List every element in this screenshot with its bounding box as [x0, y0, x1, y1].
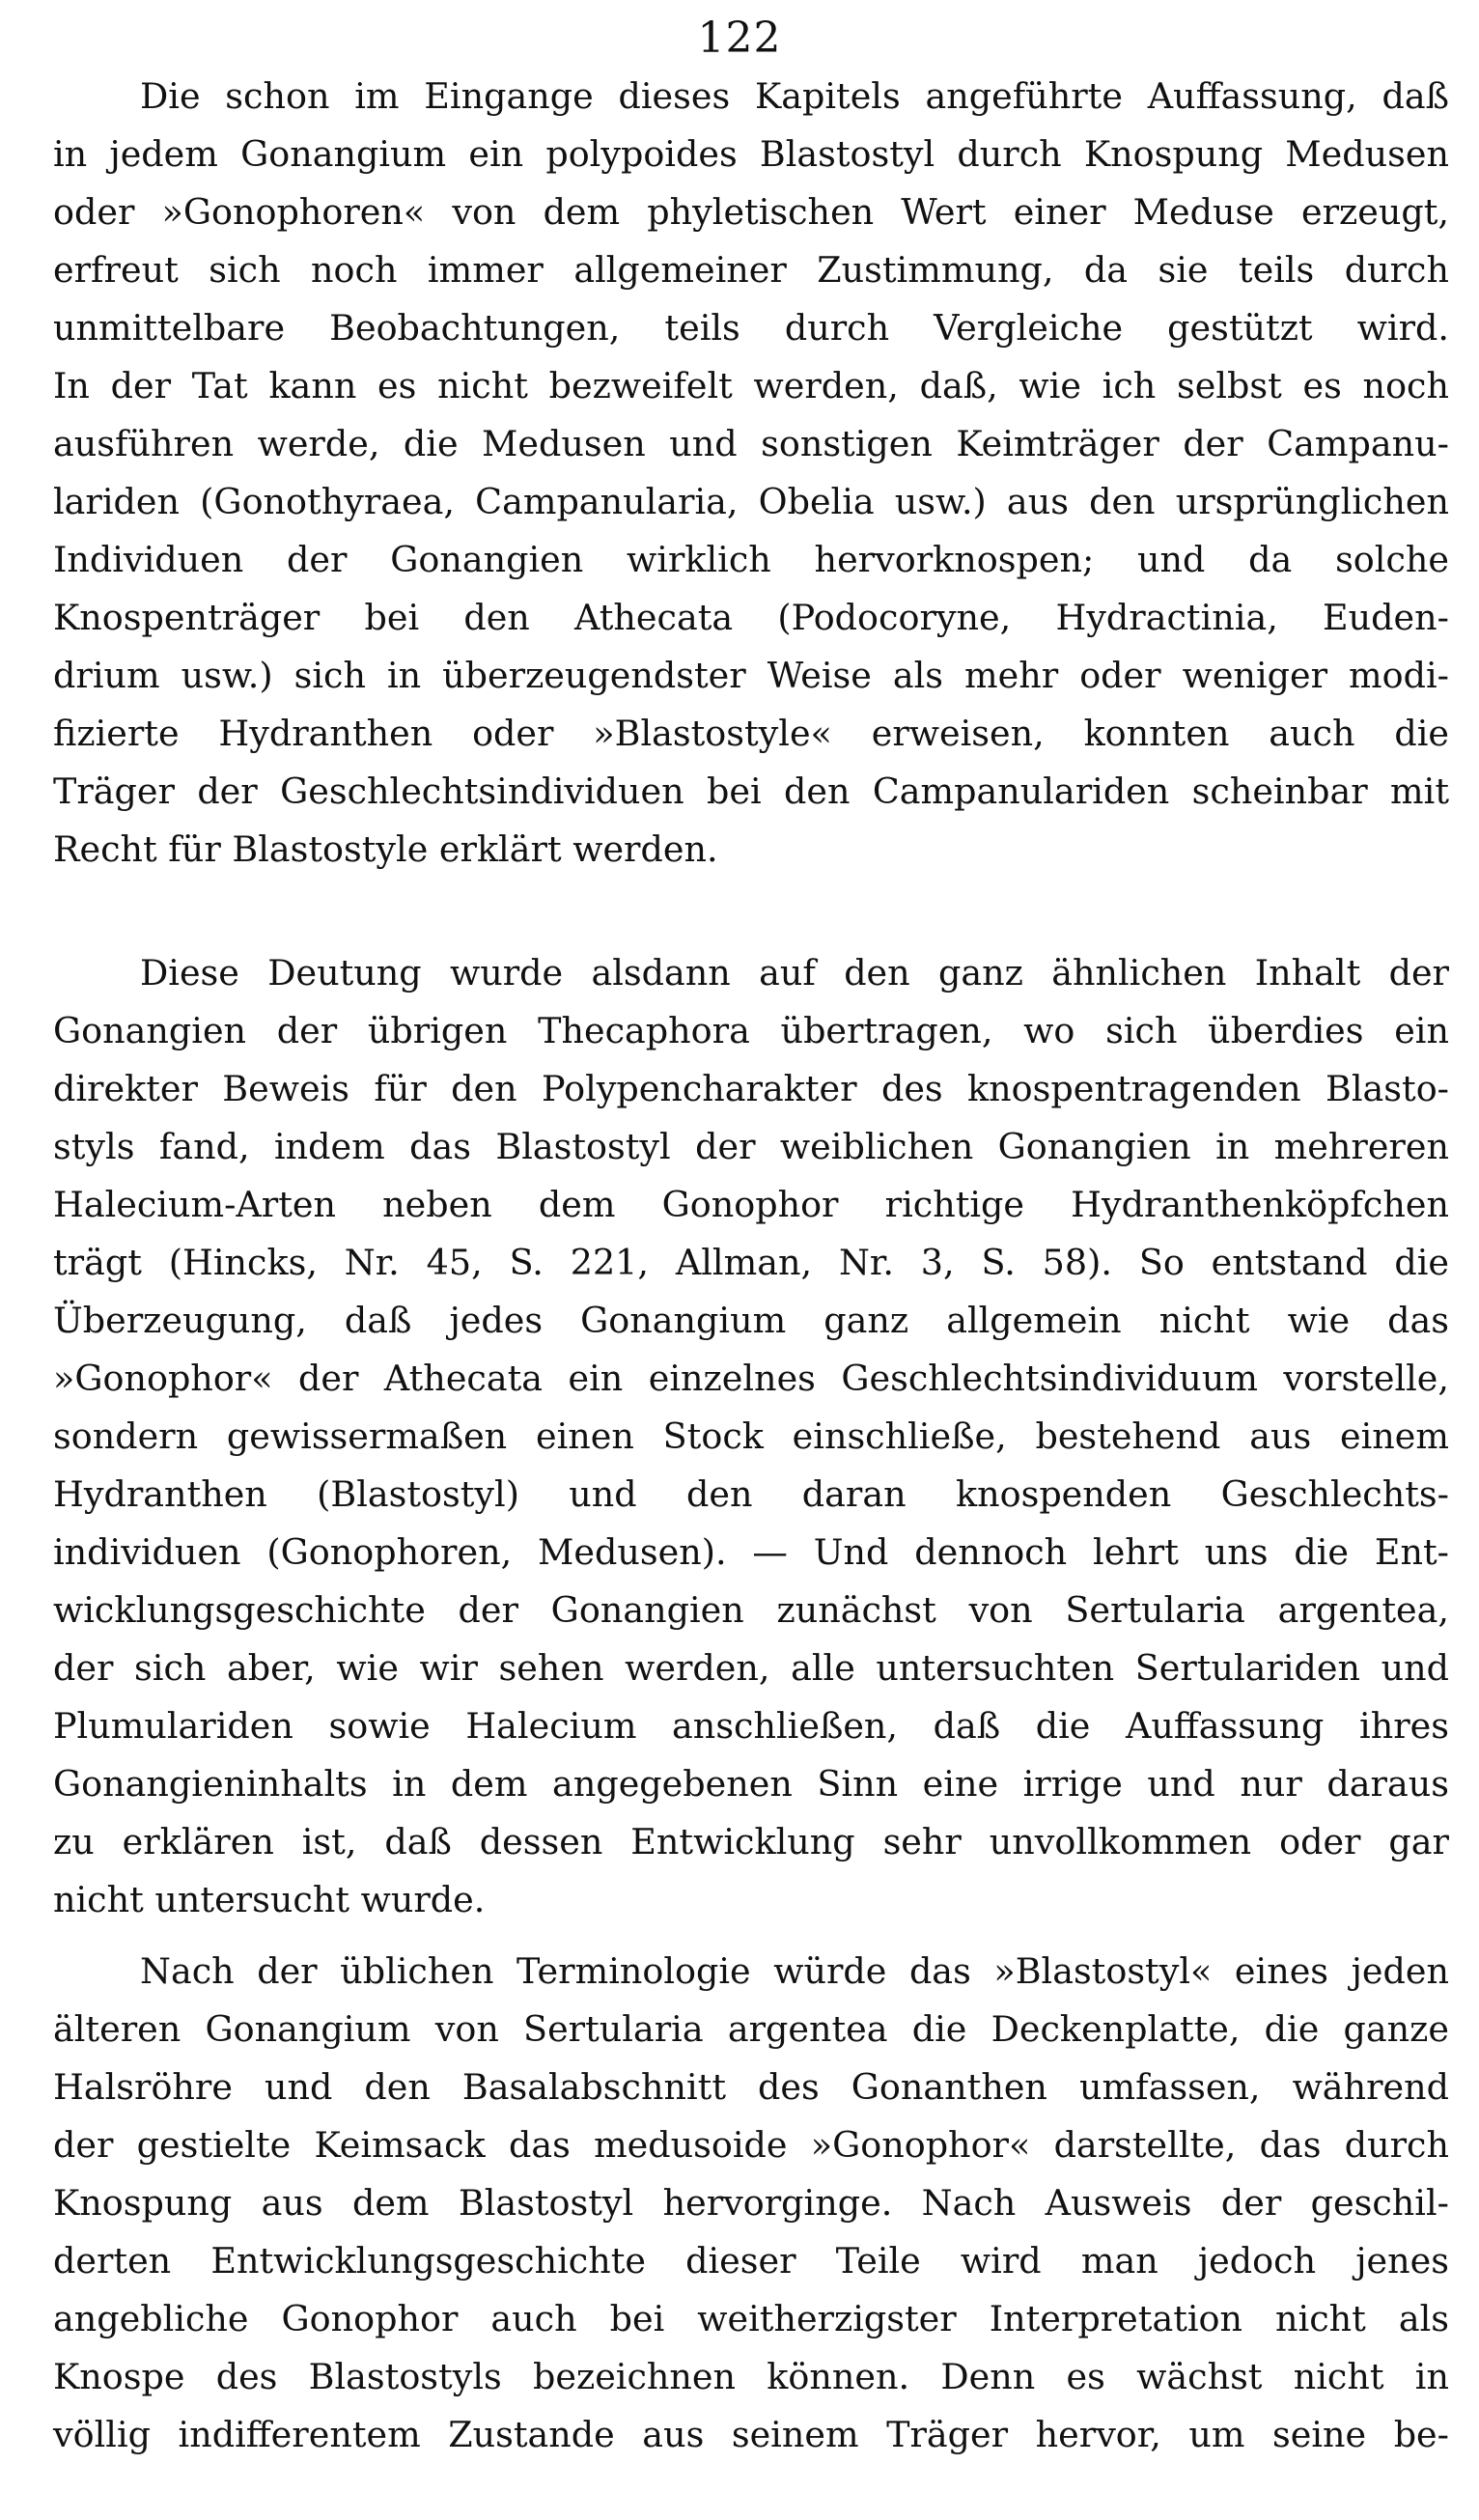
text-line: lariden (Gonothyraea, Campanularia, Obelia usw.) aus den ursprünglichen	[53, 481, 1449, 522]
text-line: Nach der üblichen Terminologie würde das »Blastostyl« eines jeden	[140, 1950, 1449, 1992]
text-line: wicklungsgeschichte der Gonangien zunächst von Sertularia argentea,	[53, 1589, 1449, 1631]
text-line: der gestielte Keimsack das medusoide »Gonophor« darstellte, das durch	[53, 2124, 1449, 2166]
text-line: Halecium-Arten neben dem Gonophor richtige Hydranthenköpfchen	[53, 1184, 1449, 1225]
text-line: Plumulariden sowie Halecium anschließen, daß die Auffassung ihres	[53, 1705, 1449, 1747]
text-line: älteren Gonangium von Sertularia argentea die Deckenplatte, die ganze	[53, 2008, 1449, 2050]
text-line: Knospenträger bei den Athecata (Podocoryne, Hydractinia, Euden-	[53, 597, 1449, 638]
text-line: ausführen werde, die Medusen und sonstigen Keimträger der Campanu-	[53, 423, 1449, 464]
text-line: fizierte Hydranthen oder »Blastostyle« erweisen, konnten auch die	[53, 713, 1449, 754]
page-number: 122	[697, 14, 782, 63]
text-line: Diese Deutung wurde alsdann auf den ganz ähnlichen Inhalt der	[140, 952, 1449, 994]
text-line: erfreut sich noch immer allgemeiner Zustimmung, da sie teils durch	[53, 249, 1449, 291]
text-line: sondern gewissermaßen einen Stock einschließe, bestehend aus einem	[53, 1415, 1449, 1457]
text-line: trägt (Hincks, Nr. 45, S. 221, Allman, Nr. 3, S. 58). So entstand die	[53, 1242, 1449, 1283]
text-line: oder »Gonophoren« von dem phyletischen Wert einer Meduse erzeugt,	[53, 191, 1449, 233]
text-line: »Gonophor« der Athecata ein einzelnes Geschlechtsindividuum vorstelle,	[53, 1358, 1449, 1399]
text-line: Hydranthen (Blastostyl) und den daran knospenden Geschlechts-	[53, 1473, 1449, 1515]
text-line: Individuen der Gonangien wirklich hervorknospen; und da solche	[53, 539, 1449, 580]
paragraph-3	[53, 1943, 1449, 2464]
text-line: zu erklären ist, daß dessen Entwicklung sehr unvollkommen oder gar	[53, 1821, 1449, 1862]
text-line: Überzeugung, daß jedes Gonangium ganz allgemein nicht wie das	[53, 1300, 1449, 1341]
text-line: In der Tat kann es nicht bezweifelt werden, daß, wie ich selbst es noch	[53, 365, 1449, 406]
text-line: nicht untersucht wurde.	[53, 1879, 486, 1920]
text-line: Recht für Blastostyle erklärt werden.	[53, 828, 718, 870]
text-line: unmittelbare Beobachtungen, teils durch Vergleiche gestützt wird.	[53, 307, 1449, 349]
text-line: Knospe des Blastostyls bezeichnen können. Denn es wächst nicht in	[53, 2356, 1449, 2397]
text-line: in jedem Gonangium ein polypoides Blastostyl durch Knospung Medusen	[53, 133, 1449, 175]
text-line: direkter Beweis für den Polypencharakter des knospentragenden Blasto-	[53, 1068, 1449, 1109]
text-line: styls fand, indem das Blastostyl der weiblichen Gonangien in mehreren	[53, 1126, 1449, 1167]
text-line: Knospung aus dem Blastostyl hervorginge. Nach Ausweis der geschil-	[53, 2182, 1449, 2224]
text-line: Die schon im Eingange dieses Kapitels angeführte Auffassung, daß	[140, 75, 1449, 117]
text-line: Träger der Geschlechtsindividuen bei den Campanulariden scheinbar mit	[53, 770, 1449, 812]
text-line: Gonangieninhalts in dem angegebenen Sinn eine irrige und nur daraus	[53, 1763, 1449, 1805]
text-line: völlig indifferentem Zustande aus seinem Träger hervor, um seine be-	[53, 2414, 1449, 2455]
text-line: derten Entwicklungsgeschichte dieser Teile wird man jedoch jenes	[53, 2240, 1449, 2282]
text-line: drium usw.) sich in überzeugendster Weise als mehr oder weniger modi-	[53, 655, 1449, 696]
text-line: individuen (Gonophoren, Medusen). — Und dennoch lehrt uns die Ent-	[53, 1531, 1449, 1573]
text-line: Halsröhre und den Basalabschnitt des Gonanthen umfassen, während	[53, 2066, 1449, 2108]
paragraph-1	[53, 68, 1449, 879]
text-line: Gonangien der übrigen Thecaphora übertragen, wo sich überdies ein	[53, 1010, 1449, 1051]
paragraph-2	[53, 944, 1449, 1929]
text-line: der sich aber, wie wir sehen werden, alle untersuchten Sertulariden und	[53, 1647, 1449, 1689]
text-line: angebliche Gonophor auch bei weitherzigster Interpretation nicht als	[53, 2298, 1449, 2339]
